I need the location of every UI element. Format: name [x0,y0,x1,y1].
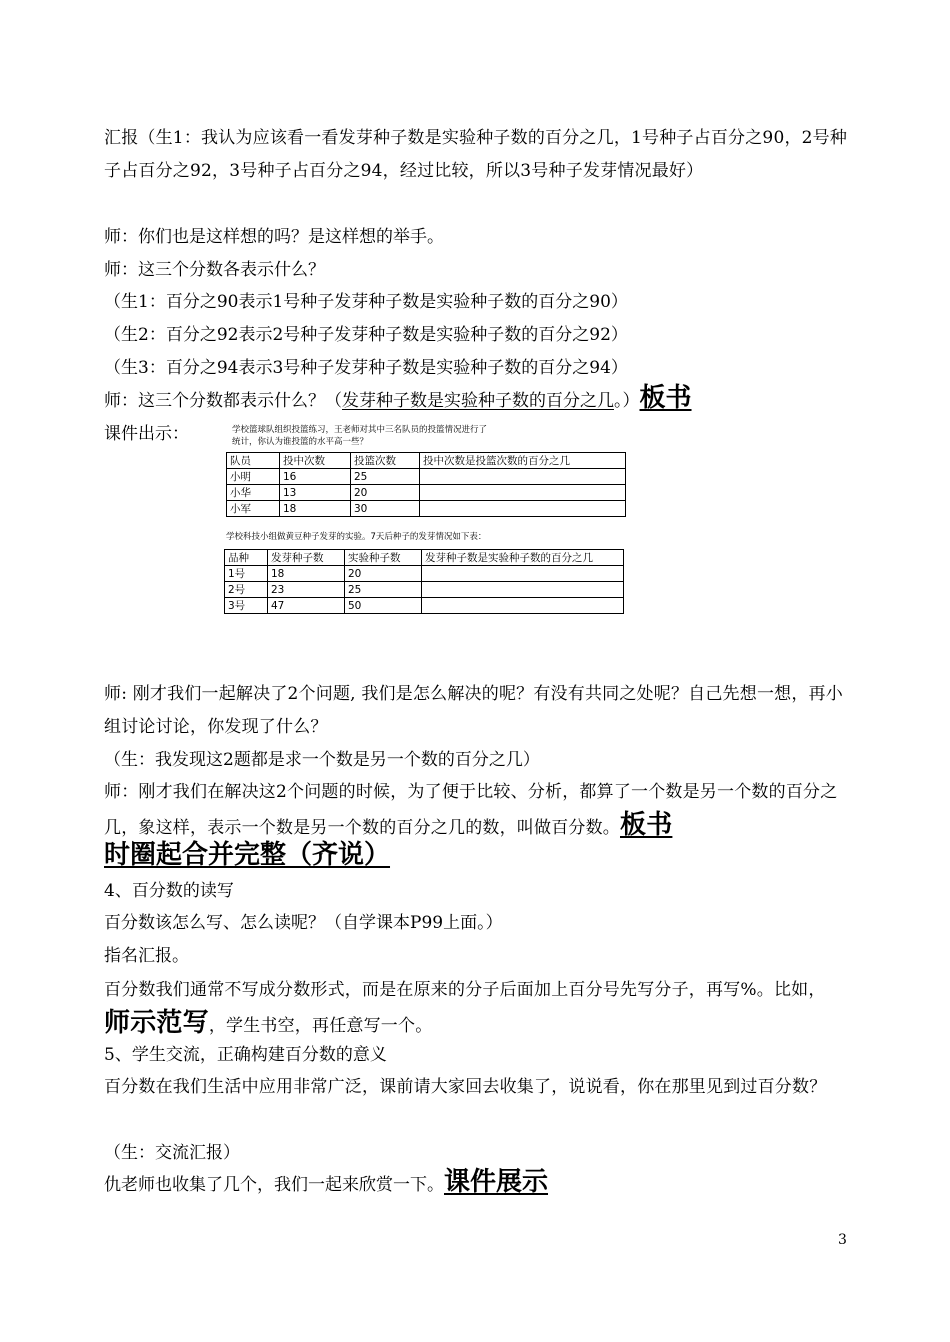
percent-writing-suffix: ，学生书空，再任意写一个。 [208,1016,433,1036]
table-cell [420,469,626,485]
table-cell: 13 [280,485,351,501]
table-header-cell: 投中次数 [280,453,351,469]
paragraph-student2-answer: （生2：百分之92表示2号种子发芽种子数是实验种子数的百分之92） [104,325,628,345]
paragraph-teacher-collected [104,1166,548,1202]
section-heading-read-write: 4、百分数的读写 [104,881,234,901]
teacher-demo-tag: 师示范写 [104,1008,209,1038]
table-row [225,598,624,614]
paragraph-percent-in-life: 百分数在我们生活中应用非常广泛，课前请大家回去收集了，说说看，你在那里见到过百分数？ [104,1077,827,1097]
table-header-cell: 队员 [227,453,280,469]
courseware-display-tag: 课件展示 [444,1167,549,1197]
paragraph-percent-writing [104,974,849,1043]
table-cell: 20 [351,485,420,501]
table-row [227,485,626,501]
paragraph-teacher-ask-meaning: 师：这三个分数各表示什么？ [104,260,325,280]
paragraph-student1-answer: （生1：百分之90表示1号种子发芽种子数是实验种子数的百分之90） [104,292,628,312]
courseware-figure [222,424,632,634]
table-cell: 1号 [225,566,268,582]
table-header-row [227,453,626,469]
paragraph-student-finding: （生：我发现这2题都是求一个数是另一个数的百分之几） [104,750,540,770]
table-cell: 2号 [225,582,268,598]
table-cell [422,582,624,598]
p7-underlined-answer: 发芽种子数是实验种子数的百分之几 [342,391,614,411]
table-row [227,469,626,485]
table-cell: 20 [345,566,422,582]
table-cell: 25 [351,469,420,485]
figure-caption-basketball-2: 统计，你认为谁投篮的水平高一些？ [232,437,369,447]
table-cell: 23 [268,582,345,598]
table-cell: 小明 [227,469,280,485]
table-cell [422,566,624,582]
table-cell: 25 [345,582,422,598]
paragraph-named-report: 指名汇报。 [104,946,189,966]
paragraph-student-exchange: （生：交流汇报） [104,1143,240,1163]
table-row [227,501,626,517]
table-header-cell: 品种 [225,550,268,566]
paragraph-courseware-show: 课件出示： [104,424,189,444]
table-row [225,582,624,598]
figure-caption-basketball-1: 学校篮球队组织投篮练习，王老师对其中三名队员的投篮情况进行了 [232,425,488,435]
seed-table [224,549,624,614]
board-writing-tag: 板书 [620,810,673,840]
paragraph-teacher-ask-same: 师：你们也是这样想的吗？是这样想的举手。 [104,227,444,247]
table-cell [420,501,626,517]
table-cell: 16 [280,469,351,485]
paragraph-how-to-read-write: 百分数该怎么写、怎么读呢？（自学课本P99上面。） [104,913,503,933]
table-header-cell: 投中次数是投篮次数的百分之几 [420,453,626,469]
p7-suffix: 。） [614,391,640,411]
percent-definition-text: 师：刚才我们在解决这2个问题的时候，为了便于比较、分析，都算了一个数是另一个数的百分之几，象这样，表示一个数是另一个数的百分之几的数，叫做百分数。 [104,782,838,838]
basketball-table [226,452,626,517]
table-cell: 18 [280,501,351,517]
board-writing-completion-tag: 时圈起合并完整（齐说） [104,840,391,870]
paragraph-teacher-summary-question: 师: 刚才我们一起解决了2个问题, 我们是怎么解决的呢？有没有共同之处呢？自己先想一想，再小组讨论讨论，你发现了什么？ [104,684,843,737]
table-header-row [225,550,624,566]
paragraph-student3-answer: （生3：百分之94表示3号种子发芽种子数是实验种子数的百分之94） [104,358,628,378]
table-row [225,566,624,582]
board-writing-tag: 板书 [639,383,692,413]
p7-prefix: 师：这三个分数都表示什么？（ [104,391,342,411]
table-header-cell: 发芽种子数 [268,550,345,566]
table-header-cell: 投篮次数 [351,453,420,469]
page-number: 3 [838,1232,847,1248]
percent-writing-text: 百分数我们通常不写成分数形式，而是在原来的分子后面加上百分号先写分子，再写%。比如， [104,980,826,1000]
table-cell: 小军 [227,501,280,517]
table-cell: 3号 [225,598,268,614]
table-cell [420,485,626,501]
table-header-cell: 发芽种子数是实验种子数的百分之几 [422,550,624,566]
table-cell: 小华 [227,485,280,501]
table-header-cell: 实验种子数 [345,550,422,566]
figure-caption-seeds: 学校科技小组做黄豆种子发芽的实验。7天后种子的发芽情况如下表： [226,532,487,542]
table-cell [422,598,624,614]
table-cell: 47 [268,598,345,614]
paragraph-report-student1: 汇报（生1：我认为应该看一看发芽种子数是实验种子数的百分之几，1号种子占百分之90，2号种子占百分之92，3号种子占百分之94，经过比较，所以3号种子发芽情况最好） [104,128,848,181]
paragraph-teacher-ask-all [104,382,692,418]
table-cell: 18 [268,566,345,582]
teacher-collected-text: 仇老师也收集了几个，我们一起来欣赏一下。 [104,1175,444,1195]
table-cell: 30 [351,501,420,517]
table-cell: 50 [345,598,422,614]
section-heading-exchange: 5、学生交流，正确构建百分数的意义 [104,1045,387,1065]
